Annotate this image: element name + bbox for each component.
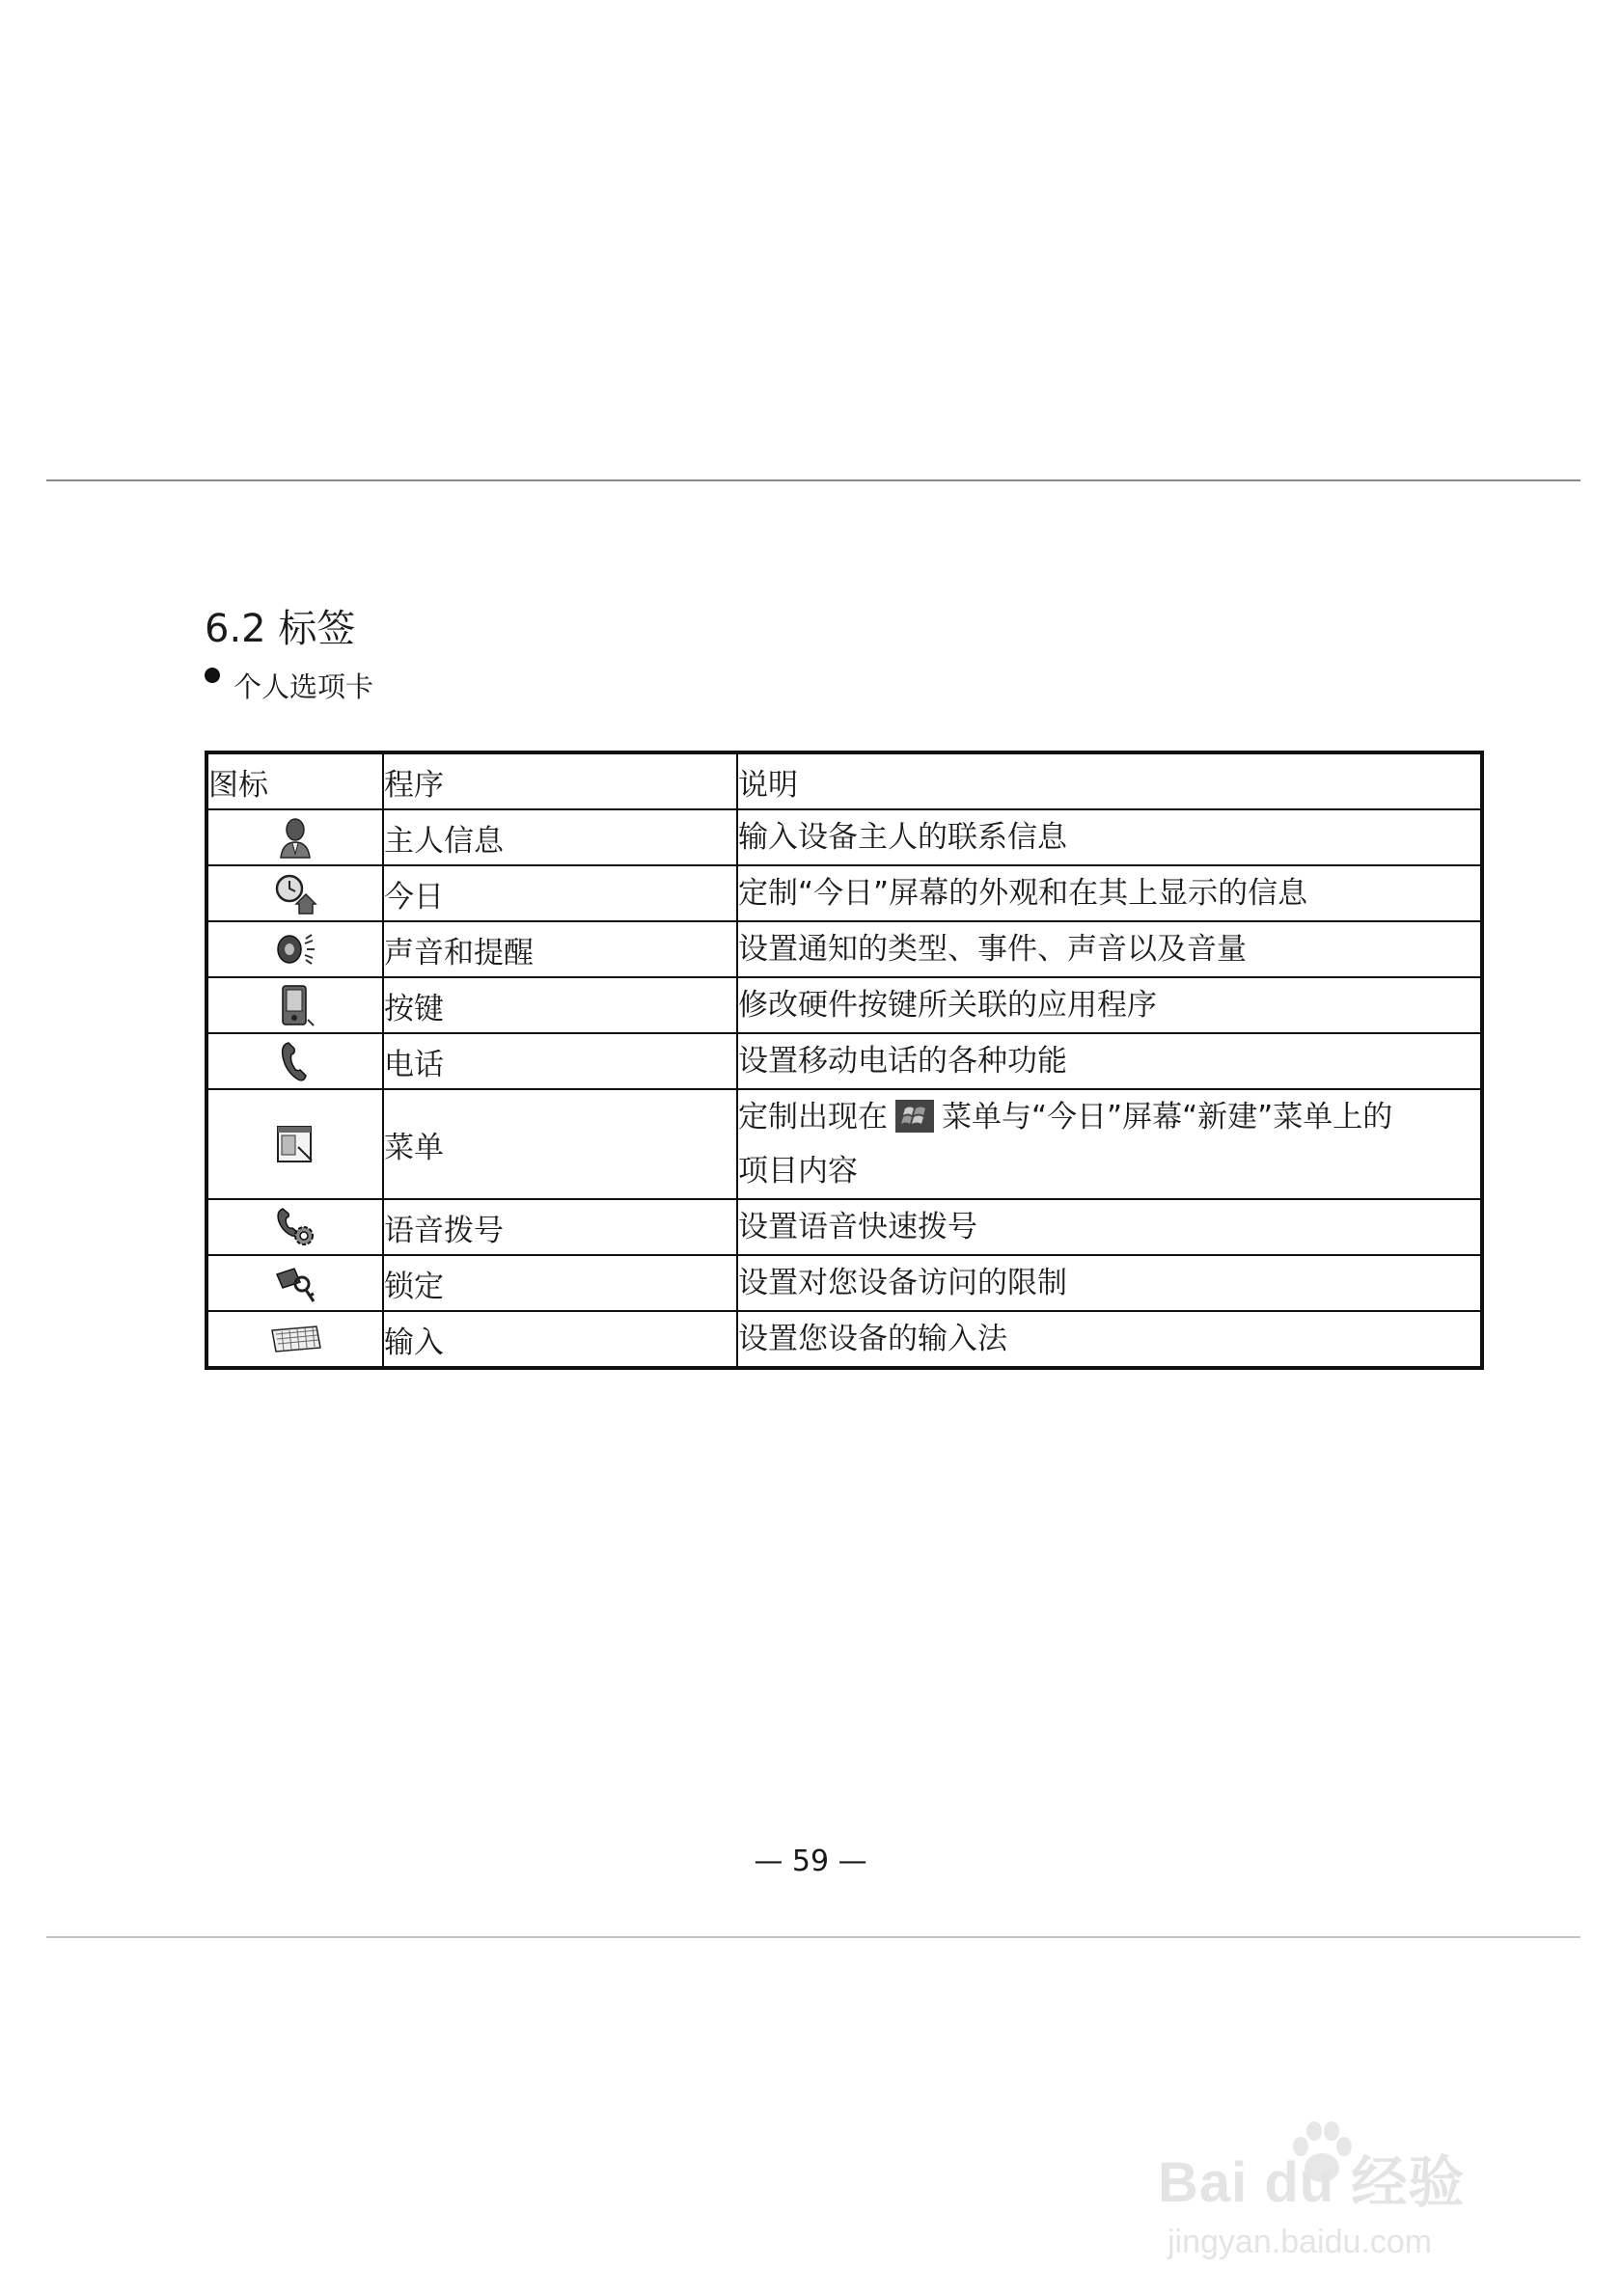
program-description: 设置通知的类型、事件、声音以及音量 [737, 921, 1482, 977]
table-row [206, 809, 1482, 865]
table-row [206, 865, 1482, 921]
page-number: — 59 — [754, 1845, 867, 1878]
watermark-url: jingyan.baidu.com [1168, 2224, 1433, 2260]
table-header-row [206, 752, 1482, 809]
bullet-label: 个人选项卡 [234, 670, 374, 703]
program-name: 输入 [383, 1311, 737, 1368]
today-clock-home-icon [273, 871, 317, 916]
user-info-icon [273, 815, 317, 860]
bottom-divider [46, 1936, 1580, 1938]
top-divider [46, 479, 1580, 481]
section-heading: 6.2 标签 [205, 607, 356, 651]
bullet-dot [205, 668, 220, 683]
program-name: 声音和提醒 [383, 921, 737, 977]
table-row [206, 1199, 1482, 1255]
program-description: 设置您设备的输入法 [737, 1311, 1482, 1368]
voice-dial-gear-icon [273, 1205, 317, 1249]
baidu-watermark [1148, 2118, 1553, 2262]
description-part2: 菜单与“今日”屏幕“新建”菜单上的 [942, 1100, 1393, 1134]
program-description: 设置语音快速拨号 [737, 1199, 1482, 1255]
lock-key-icon [273, 1261, 317, 1305]
bullet-item [205, 666, 373, 705]
watermark-brand: Bai du 经验 [1158, 2151, 1466, 2214]
speaker-sound-icon [273, 927, 317, 971]
program-description [737, 1089, 1482, 1199]
personal-tab-table [205, 751, 1484, 1370]
header-description: 说明 [737, 752, 1482, 809]
phone-handset-icon [273, 1039, 317, 1083]
table-row [206, 1255, 1482, 1311]
program-name: 锁定 [383, 1255, 737, 1311]
program-name: 今日 [383, 865, 737, 921]
table-row [206, 1311, 1482, 1368]
header-program: 程序 [383, 752, 737, 809]
program-description: 输入设备主人的联系信息 [737, 809, 1482, 865]
program-name: 语音拨号 [383, 1199, 737, 1255]
program-name: 主人信息 [383, 809, 737, 865]
program-description: 修改硬件按键所关联的应用程序 [737, 977, 1482, 1033]
program-name: 电话 [383, 1033, 737, 1089]
table-row [206, 1089, 1482, 1199]
program-description: 设置移动电话的各种功能 [737, 1033, 1482, 1089]
table-row [206, 921, 1482, 977]
program-name: 菜单 [383, 1089, 737, 1199]
table-row [206, 977, 1482, 1033]
program-description: 定制“今日”屏幕的外观和在其上显示的信息 [737, 865, 1482, 921]
header-icon: 图标 [206, 752, 383, 809]
keyboard-icon [268, 1317, 322, 1361]
program-description: 设置对您设备访问的限制 [737, 1255, 1482, 1311]
program-name: 按键 [383, 977, 737, 1033]
windows-start-icon [895, 1100, 934, 1133]
description-part1: 定制出现在 [738, 1100, 888, 1134]
table-row [206, 1033, 1482, 1089]
pda-buttons-icon [273, 983, 317, 1027]
menu-window-icon [273, 1122, 317, 1166]
description-line2: 项目内容 [738, 1154, 858, 1189]
